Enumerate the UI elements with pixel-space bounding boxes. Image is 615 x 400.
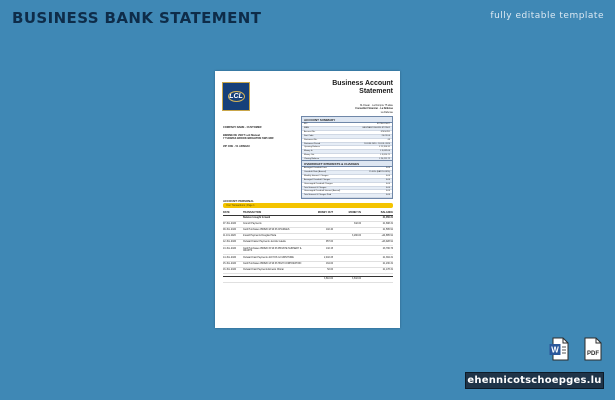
transaction-cell: Outward Fast Payments Ernesto Ottorai bbox=[243, 268, 284, 271]
money-out-cell: 957.00 bbox=[325, 241, 333, 244]
footer-cell bbox=[223, 278, 243, 281]
overdraft-row-label: Total Interest & Charges bbox=[304, 186, 327, 189]
balance-cell: 21,230.31 bbox=[382, 262, 393, 265]
overdraft-row-value: 0.00 bbox=[385, 194, 390, 197]
col-header-date: DATE bbox=[223, 211, 230, 214]
overdraft-row-label: Unarranged Overdraft Charges bbox=[304, 182, 333, 185]
money-out-cell: 102.40 bbox=[325, 229, 333, 232]
footer-money-in: 3,632.00 bbox=[352, 277, 361, 280]
overdraft-row-value: 0.00 bbox=[385, 186, 390, 189]
pdf-icon-label: PDF bbox=[587, 351, 599, 357]
overdraft-row-label: Arranged Overdraft Limit bbox=[304, 167, 327, 169]
balance-cell: +24,885.91 bbox=[381, 235, 393, 238]
summary-row-value: BYTBOY0027 bbox=[376, 123, 390, 125]
money-in-cell: 3,290.00 bbox=[352, 235, 361, 238]
overdraft-row-value: 0.00 bbox=[385, 190, 390, 193]
pdf-file-icon[interactable] bbox=[583, 337, 603, 361]
summary-row-value: £ 20,211.72 bbox=[379, 158, 390, 161]
overdraft-box bbox=[301, 160, 393, 199]
customer-address-1: BIENNE DE VEOT Lett Manuel bbox=[223, 133, 261, 137]
date-cell: 09.JUL.2020 bbox=[223, 229, 237, 232]
overdraft-title: OVERDRAFT INTERESTS & CHARGES bbox=[302, 161, 392, 167]
word-file-icon[interactable] bbox=[549, 337, 569, 361]
money-out-cell bbox=[305, 235, 333, 238]
date-cell: 15.JUL.2020 bbox=[223, 262, 237, 265]
date-cell: 07.JUL.2020 bbox=[223, 223, 237, 226]
transaction-cell: Council Payments bbox=[243, 223, 262, 226]
customer-ref: ZIP CDE · 51 ARSNAC bbox=[223, 144, 251, 148]
customer-block bbox=[223, 126, 293, 148]
summary-row-value: 87656781 bbox=[380, 130, 390, 133]
balance-cell: +23,928.91 bbox=[381, 241, 393, 244]
footer-money-out: 3,810.00 bbox=[324, 277, 333, 280]
summary-row-label: Money Out bbox=[304, 154, 315, 157]
money-in-cell bbox=[333, 269, 361, 272]
money-in-cell bbox=[333, 248, 361, 254]
date-cell: 13.JUL.2020 bbox=[223, 247, 237, 250]
bank-address bbox=[323, 104, 393, 114]
overdraft-row-label: Total Interest & Charges Paid bbox=[304, 194, 332, 197]
money-out-cell: 164.00 bbox=[325, 262, 333, 265]
summary-row-value: £ 3,810.71 bbox=[380, 154, 390, 157]
website-badge[interactable] bbox=[465, 372, 604, 389]
money-in-cell bbox=[333, 217, 361, 220]
statement-preview bbox=[215, 71, 400, 328]
account-summary-box bbox=[301, 116, 393, 163]
overdraft-row-value: 0.00 bbox=[385, 174, 390, 177]
bank-address-line: M-Ocean · La Dompre 75 allée bbox=[360, 104, 393, 107]
overdraft-row-label: Monthly Interest / Charges bbox=[304, 174, 329, 177]
money-out-cell bbox=[305, 217, 333, 220]
account-label: ACCOUNT: PERSONAL bbox=[223, 199, 254, 203]
money-in-cell: 342.00 bbox=[353, 223, 361, 226]
customer-name: COMPANY NAME · CUSTOMER bbox=[223, 126, 262, 129]
money-out-cell bbox=[305, 223, 333, 226]
summary-row-value: 20-25-54 bbox=[381, 134, 390, 137]
statement-title bbox=[313, 80, 393, 96]
date-cell bbox=[223, 217, 243, 220]
table-footer bbox=[223, 276, 393, 283]
customer-address-2: 7 THOMAS BROOK BRIGHTON SW5 9DR bbox=[223, 137, 274, 141]
money-in-cell bbox=[333, 263, 361, 266]
summary-row-label: Opening Balance bbox=[304, 146, 320, 149]
statement-title-line1: Business Account bbox=[332, 80, 393, 87]
transaction-cell: Inward Payments Douglas Plaza bbox=[243, 235, 277, 238]
overdraft-row-value: 0.00 bbox=[385, 167, 390, 169]
overdraft-row-value: 0.00 bbox=[385, 178, 390, 181]
transactions-table bbox=[223, 211, 393, 283]
transaction-cell: Card Purchases 050820 13 93 66 HIGH CORPORATION bbox=[243, 262, 302, 265]
logo-text: LCL bbox=[229, 93, 243, 100]
col-header-money-out: MONEY OUT bbox=[317, 211, 333, 214]
summary-row-label: Sort Code bbox=[304, 134, 314, 137]
summary-row-label: BIC bbox=[304, 123, 308, 125]
page-subtitle: fully editable template bbox=[490, 11, 604, 21]
balance-cell: 21,595.91 bbox=[382, 229, 393, 232]
col-header-transaction: TRANSACTION bbox=[243, 211, 262, 214]
transactions-banner: Your Transactions | Page 1 bbox=[223, 203, 393, 208]
transaction-cell: Outward Faster Payments Jennifer Latelle bbox=[243, 241, 286, 244]
transaction-cell: Outward Fast Payments JACYOS G FURNITURE bbox=[243, 256, 294, 259]
overdraft-row-label: Unarranged Overdraft Interest (Annual) bbox=[304, 190, 341, 193]
footer-cell bbox=[361, 278, 393, 281]
balance-cell: 21,698.31 bbox=[382, 223, 393, 226]
transaction-cell: Card Purchases 050820 15 93 66 PRIVATE NURSERY & CRAFTS bbox=[243, 247, 302, 253]
summary-row-label: Statement No. bbox=[304, 138, 318, 141]
statement-title-line2: Statement bbox=[359, 88, 393, 95]
overdraft-row-value: 15.00% (EAR 16.08%) bbox=[369, 170, 390, 173]
overdraft-row-label: Overdraft Rate (Annual) bbox=[304, 170, 327, 173]
col-header-balance: BALANCE bbox=[380, 211, 393, 214]
transaction-cell: Card Purchases 050820 18 93 66 CHARGES bbox=[243, 229, 290, 232]
page-title: BUSINESS BANK STATEMENT bbox=[12, 9, 262, 27]
summary-row-value: 18.JUN.2020 · 18.JUL.2020 bbox=[364, 142, 390, 145]
balance-cell: 21,178.31 bbox=[382, 268, 393, 271]
money-in-cell bbox=[333, 241, 361, 244]
bank-address-line: La Défense bbox=[380, 110, 393, 114]
balance-cell: 21,356.31 bbox=[382, 217, 393, 220]
col-header-money-in: MONEY IN bbox=[348, 211, 361, 214]
logo-ring bbox=[228, 91, 245, 102]
summary-row-label: Money In bbox=[304, 150, 313, 153]
transaction-cell: Balance brought forward bbox=[243, 217, 271, 220]
money-in-cell bbox=[333, 229, 361, 232]
summary-row-value: £ 3,632.00 bbox=[380, 150, 390, 153]
balance-cell: 21,394.31 bbox=[382, 256, 393, 259]
summary-row-value: GB07BARC2000556 8723562 bbox=[362, 126, 390, 129]
overdraft-row-label: Arranged Overdraft Charges bbox=[304, 178, 331, 181]
website-badge-text: ehennicotschoepges.lu bbox=[467, 375, 602, 386]
bank-logo bbox=[222, 82, 250, 111]
date-cell: 12.JUL.2020 bbox=[223, 241, 237, 244]
date-cell: 16.JUL.2020 bbox=[223, 268, 237, 271]
summary-row-value: 09 bbox=[387, 138, 390, 141]
summary-row-label: IBAN bbox=[304, 126, 309, 129]
summary-row-label: Account No. bbox=[304, 130, 316, 133]
money-out-cell: 52.00 bbox=[327, 268, 333, 271]
summary-row-label: Statement Period bbox=[304, 142, 321, 145]
account-summary-title: ACCOUNT SUMMARY bbox=[302, 117, 392, 123]
table-row bbox=[223, 246, 393, 255]
money-in-cell bbox=[333, 257, 361, 260]
summary-row-value: £ 21,356.31 bbox=[379, 146, 390, 149]
money-out-cell: 132.15 bbox=[325, 247, 333, 250]
word-icon-letter: W bbox=[551, 345, 559, 355]
table-row bbox=[223, 268, 393, 274]
bank-address-line: Conseiller Financier · La Défense bbox=[355, 107, 393, 111]
balance-cell: 23,796.76 bbox=[382, 247, 393, 250]
summary-row-label: Closing Balance bbox=[304, 158, 320, 161]
date-cell: 11.JUL.2020 bbox=[223, 235, 236, 238]
date-cell: 14.JUL.2020 bbox=[223, 256, 237, 259]
money-out-cell: 2,402.45 bbox=[324, 256, 333, 259]
overdraft-row-value: 0.00 bbox=[385, 182, 390, 185]
footer-cell bbox=[243, 278, 305, 281]
overdraft-row bbox=[302, 194, 392, 198]
